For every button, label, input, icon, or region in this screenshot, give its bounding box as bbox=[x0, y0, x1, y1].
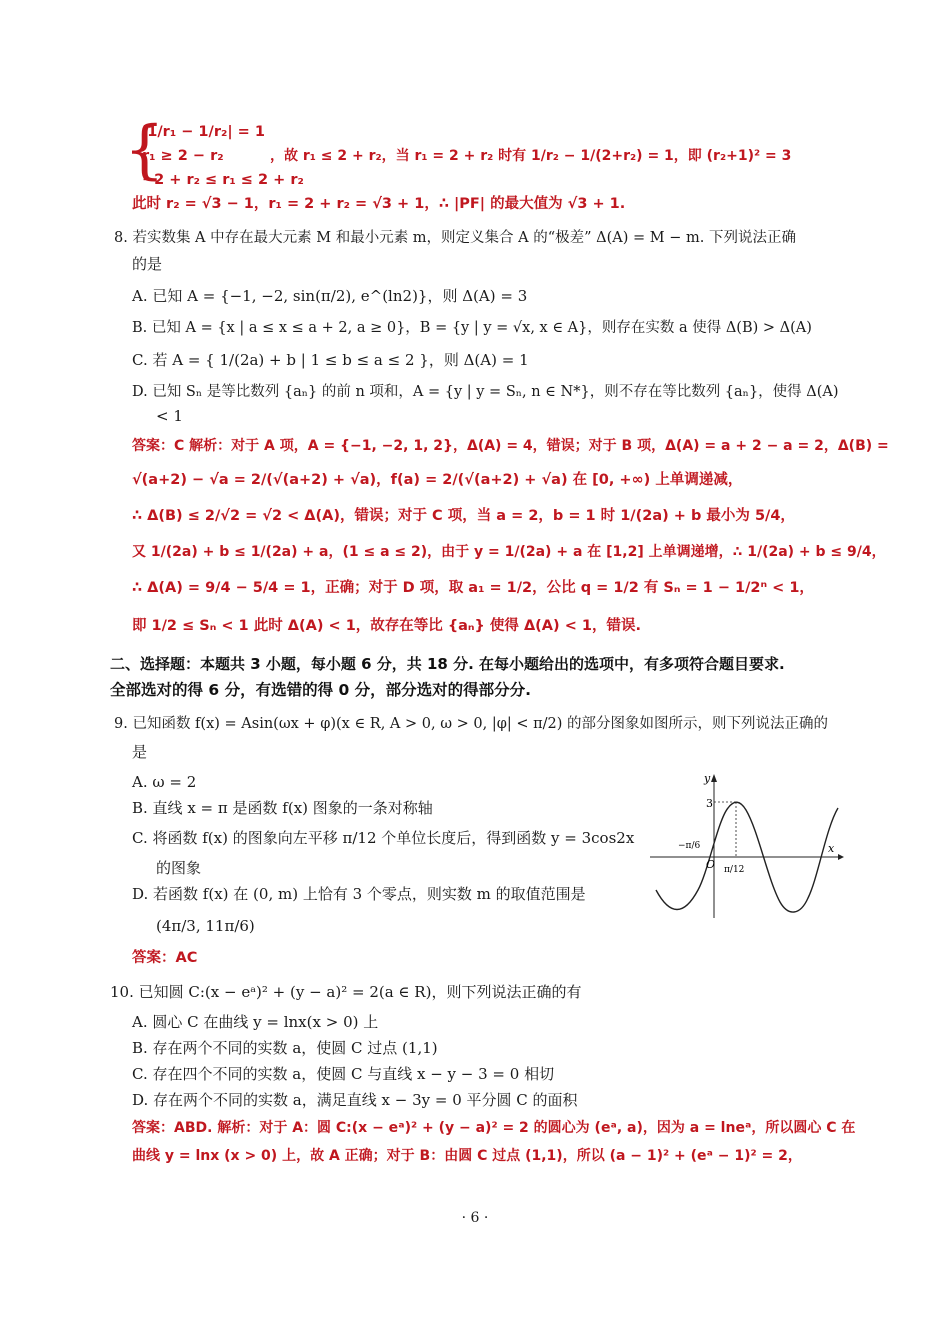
peak-label: 3 bbox=[706, 797, 713, 810]
q9-answer: 答案：AC bbox=[132, 950, 198, 966]
q8-answer-4: 又 1/(2a) + b ≤ 1/(2a) + a，(1 ≤ a ≤ 2)，由于 y = 1/(2a) + a 在 [1,2] 上单调递增，∴ 1/(2a) + b ≤ 9/4， bbox=[132, 544, 886, 560]
q10-option-c: C. 存在四个不同的实数 a，使圆 C 与直线 x − y − 3 = 0 相切 bbox=[132, 1065, 555, 1083]
x-axis-label: x bbox=[828, 842, 835, 855]
q8-stem-1: 8. 若实数集 A 中存在最大元素 M 和最小元素 m，则定义集合 A 的“极差” Δ(A) = M − m. 下列说法正确 bbox=[114, 230, 796, 246]
q9-stem-2: 是 bbox=[132, 743, 148, 761]
q8-answer-5: ∴ Δ(A) = 9/4 − 5/4 = 1，正确；对于 D 项，取 a₁ = 1/2，公比 q = 1/2 有 Sₙ = 1 − 1/2ⁿ < 1， bbox=[132, 580, 814, 596]
origin-label: O bbox=[706, 858, 716, 871]
system-conclusion: ，故 r₁ ≤ 2 + r₂，当 r₁ = 2 + r₂ 时有 1/r₂ − 1/(2+r₂) = 1，即 (r₂+1)² = 3 bbox=[270, 148, 792, 164]
q8-option-b: B. 已知 A = {x | a ≤ x ≤ a + 2, a ≥ 0}，B = {y | y = √x, x ∈ A}，则存在实数 a 使得 Δ(B) > Δ(A) bbox=[132, 320, 812, 336]
neg-tick-label: −π/6 bbox=[678, 841, 701, 851]
q9-option-c-1: C. 将函数 f(x) 的图象向左平移 π/12 个单位长度后，得到函数 y = 3cos2x bbox=[132, 829, 635, 847]
y-axis-arrow-icon bbox=[711, 774, 717, 782]
q10-answer-2: 曲线 y = lnx (x > 0) 上，故 A 正确；对于 B：由圆 C 过点 (1,1)，所以 (a − 1)² + (eᵃ − 1)² = 2， bbox=[132, 1148, 802, 1164]
pos-tick-label: π/12 bbox=[724, 865, 745, 875]
q8-option-d-2: < 1 bbox=[156, 407, 183, 425]
x-axis-arrow-icon bbox=[838, 854, 844, 860]
q10-option-b: B. 存在两个不同的实数 a，使圆 C 过点 (1,1) bbox=[132, 1039, 438, 1057]
y-axis-label: y bbox=[704, 772, 711, 785]
q9-option-a: A. ω = 2 bbox=[132, 773, 197, 791]
section-heading-1: 二、选择题：本题共 3 小题，每小题 6 分，共 18 分. 在每小题给出的选项中，有多项符合题目要求. bbox=[110, 655, 785, 673]
q9-option-b: B. 直线 x = π 是函数 f(x) 图象的一条对称轴 bbox=[132, 799, 433, 817]
q9-stem-1: 9. 已知函数 f(x) = Asin(ωx + φ)(x ∈ R, A > 0, ω > 0, |φ| < π/2) 的部分图象如图所示，则下列说法正确的 bbox=[114, 716, 829, 732]
q8-answer-2: √(a+2) − √a = 2/(√(a+2) + √a)，f(a) = 2/(√(a+2) + √a) 在 [0, +∞) 上单调递减， bbox=[132, 472, 743, 488]
q8-answer-6: 即 1/2 ≤ Sₙ < 1 此时 Δ(A) < 1，故存在等比 {aₙ} 使得 Δ(A) < 1，错误. bbox=[132, 618, 641, 634]
sine-graph bbox=[648, 768, 848, 920]
q8-answer-1: 答案：C 解析：对于 A 项，A = {−1, −2, 1, 2}，Δ(A) = 4，错误；对于 B 项，Δ(A) = a + 2 − a = 2，Δ(B) = bbox=[132, 438, 889, 454]
q8-stem-2: 的是 bbox=[132, 255, 163, 273]
prev-result: 此时 r₂ = √3 − 1，r₁ = 2 + r₂ = √3 + 1，∴ |PF| 的最大值为 √3 + 1. bbox=[132, 196, 626, 212]
q10-option-d: D. 存在两个不同的实数 a，满足直线 x − 3y = 0 平分圆 C 的面积 bbox=[132, 1091, 578, 1109]
q9-option-c-2: 的图象 bbox=[156, 859, 202, 877]
system-line-2: r₁ ≥ 2 − r₂ bbox=[142, 148, 224, 164]
q8-option-d-1: D. 已知 Sₙ 是等比数列 {aₙ} 的前 n 项和，A = {y | y = Sₙ, n ∈ N*}，则不存在等比数列 {aₙ}，使得 Δ(A) bbox=[132, 384, 839, 400]
system-line-1: |1/r₁ − 1/r₂| = 1 bbox=[142, 124, 265, 140]
page-number: · 6 · bbox=[461, 1210, 489, 1226]
q10-answer-1: 答案：ABD. 解析：对于 A：圆 C:(x − eᵃ)² + (y − a)² = 2 的圆心为 (eᵃ, a)，因为 a = lneᵃ，所以圆心 C 在 bbox=[132, 1120, 856, 1136]
system-line-3: −2 + r₂ ≤ r₁ ≤ 2 + r₂ bbox=[142, 172, 304, 188]
q8-option-c: C. 若 A = { 1/(2a) + b | 1 ≤ b ≤ a ≤ 2 }，则 Δ(A) = 1 bbox=[132, 351, 529, 369]
q10-option-a: A. 圆心 C 在曲线 y = lnx(x > 0) 上 bbox=[132, 1013, 379, 1031]
q10-stem: 10. 已知圆 C:(x − eᵃ)² + (y − a)² = 2(a ∈ R)，则下列说法正确的有 bbox=[110, 983, 582, 1001]
q9-option-d-2: (4π/3, 11π/6) bbox=[156, 917, 255, 935]
q8-answer-3: ∴ Δ(B) ≤ 2/√2 = √2 < Δ(A)，错误；对于 C 项，当 a = 2，b = 1 时 1/(2a) + b 最小为 5/4， bbox=[132, 508, 795, 524]
q8-option-a: A. 已知 A = {−1, −2, sin(π/2), e^(ln2)}，则 Δ(A) = 3 bbox=[132, 287, 528, 305]
q9-option-d-1: D. 若函数 f(x) 在 (0, m) 上恰有 3 个零点，则实数 m 的取值范围是 bbox=[132, 885, 586, 903]
system-brace: { bbox=[124, 113, 165, 187]
section-heading-2: 全部选对的得 6 分，有选错的得 0 分，部分选对的得部分分. bbox=[110, 681, 532, 699]
